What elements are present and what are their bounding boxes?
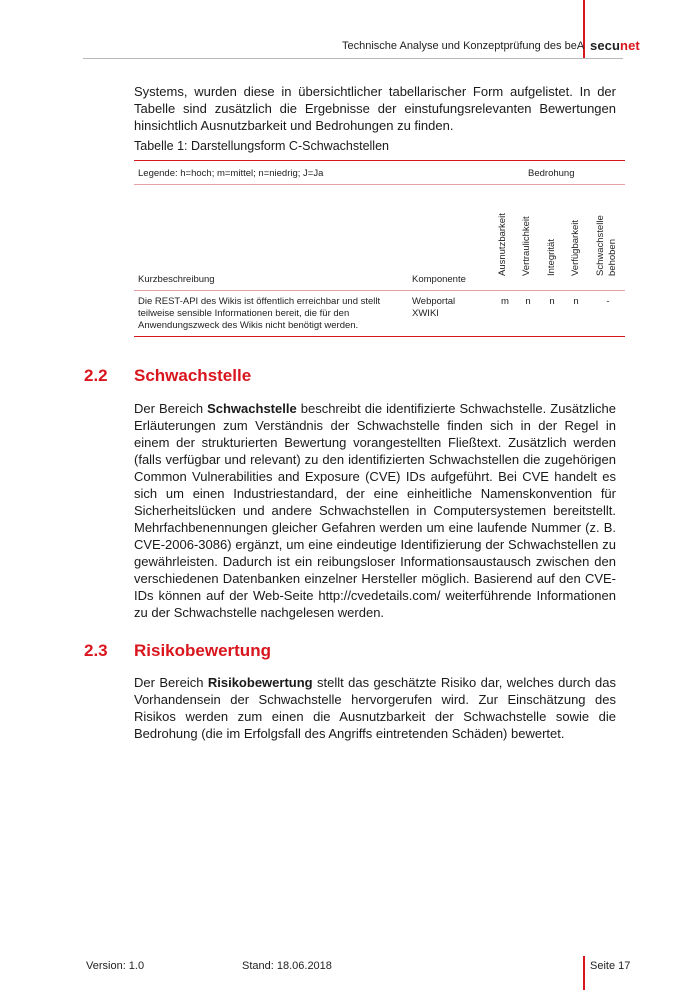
section-2-2-title: Schwachstelle (134, 366, 252, 385)
section-2-2-paragraph (134, 400, 616, 621)
table-group-header: Bedrohung (528, 168, 575, 179)
logo-text-part1: secu (590, 38, 621, 53)
rating-ausnutzbarkeit: m (501, 296, 509, 307)
col-header-description: Kurzbeschreibung (138, 274, 215, 285)
col-header-ausnutzbarkeit: Ausnutzbarkeit (497, 213, 508, 276)
col-header-integritaet: Integrität (546, 239, 557, 276)
section-2-3-paragraph (134, 674, 616, 742)
table-header-rule (134, 184, 625, 185)
table-bottom-rule (134, 336, 625, 337)
footer-page-number: Seite 17 (590, 960, 631, 972)
table-row-description: Die REST-API des Wikis ist öffentlich erreichbar und stellt teilweise sensible Informationen bereit, die für den Anwendungszweck des Wikis nicht benötigt werden. (138, 296, 381, 331)
header-divider (83, 58, 623, 59)
col-header-behoben: behoben (607, 239, 618, 276)
intro-paragraph: Systems, wurden diese in übersichtlicher tabellarischer Form aufgelistet. In der Tabelle sind zusätzlich die Ergebnisse der einstufungsrelevanten Bewertungen hinsichtlich Ausnutzbarkeit und Bedrohungen zu finden. (134, 84, 616, 133)
col-header-vertraulichkeit: Vertraulichkeit (521, 216, 532, 276)
table-caption: Tabelle 1: Darstellungsform C-Schwachstellen (134, 139, 389, 153)
rating-behoben: - (606, 296, 610, 307)
section-2-3-lead: Der Bereich (134, 675, 208, 690)
rating-integritaet: n (549, 296, 555, 307)
company-logo (590, 38, 640, 53)
table-row-component: Webportal XWIKI (412, 296, 456, 319)
table-legend: Legende: h=hoch; m=mittel; n=niedrig; J=Ja (138, 168, 324, 179)
section-2-3-body: stellt das geschätzte Risiko dar, welches durch das Vorhandensein der Schwachstelle hervorgerufen wird. Zur Einschätzung des Risikos werden zum einen die Ausnutzbarkeit der Schwachstelle sowie die Bedrohung (die im Erfolgsfall des Angriffs eintretenden Schäden) bewertet. (134, 675, 617, 741)
section-2-2-term: Schwachstelle (207, 401, 297, 416)
footer-accent-line (583, 956, 585, 990)
section-2-3-term: Risikobewertung (207, 675, 313, 690)
col-header-component: Komponente (412, 274, 466, 285)
section-2-2-lead: Der Bereich (134, 401, 208, 416)
rating-verfuegbarkeit: n (573, 296, 579, 307)
col-header-verfuegbarkeit: Verfügbarkeit (570, 220, 581, 276)
rating-vertraulichkeit: n (525, 296, 531, 307)
section-2-3-title: Risikobewertung (134, 641, 271, 660)
col-header-schwachstelle: Schwachstelle (595, 215, 606, 276)
logo-text-part2: net (620, 38, 640, 53)
section-2-3-number: 2.3 (84, 641, 108, 660)
footer-version: Version: 1.0 (86, 960, 145, 972)
header-title: Technische Analyse und Konzeptprüfung des beA (342, 40, 585, 52)
footer-date: Stand: 18.06.2018 (242, 960, 332, 972)
section-2-2-number: 2.2 (84, 366, 108, 385)
table-column-header-rule (134, 290, 625, 291)
section-2-2-body: beschreibt die identifizierte Schwachstelle. Zusätzliche Erläuterungen zum Verständnis der Schwachstelle finden sich in der Regel in einem der strukturierten Bewertung vorangestellten Fließtext. Zusätzlich werden (falls verfügbar und relevant) zu den identifizierten Schwachstellen die zugehörigen Common Vulnerabilities and Exposure (CVE) IDs aufgeführt. Bei CVE handelt es sich um einen Industriestandard, der eine einheitliche Namenskonvention für Sicherheitslücken und andere Schwachstellen in Computersystemen bereitstellt. Mehrfachbenennungen gleicher Gefahren werden um eine laufende Nummer (z. B. CVE-2006-3086) ergänzt, um eine eindeutige Identifizierung der Schwachstellen zu gewährleisten. Dadurch ist ein reibungsloser Informationsaustausch zwischen den verschiedenen Datenbanken einzelner Hersteller möglich. Basierend auf den CVE-IDs können auf der Web-Seite http://cvedetails.com/ weiterführende Informationen zu der Schwachstelle nachgelesen werden. (134, 401, 617, 620)
table-top-rule (134, 160, 625, 161)
